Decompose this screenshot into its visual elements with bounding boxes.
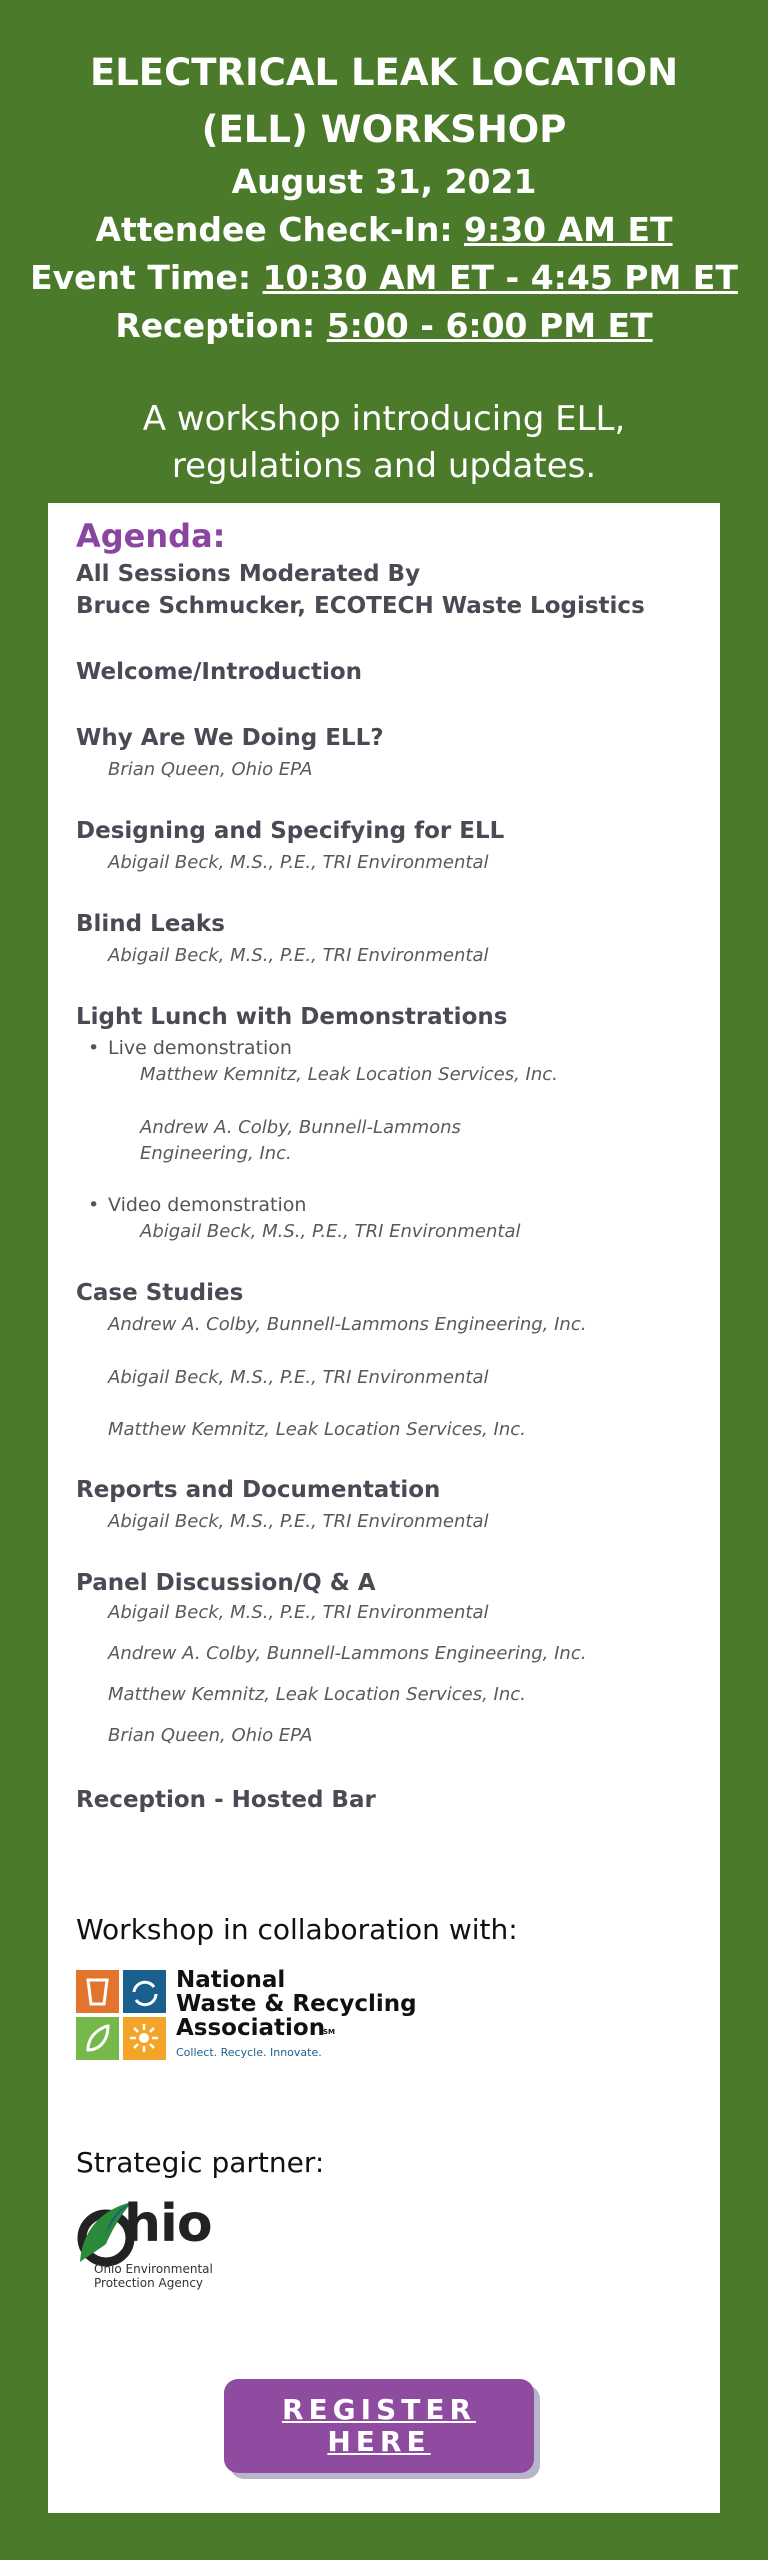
register-button[interactable] bbox=[224, 2379, 534, 2473]
speaker-name: Abigail Beck, M.S., P.E., TRI Environmental bbox=[108, 1602, 489, 1623]
speaker-name: Abigail Beck, M.S., P.E., TRI Environmental bbox=[108, 852, 489, 873]
register-button-line2: HERE bbox=[327, 2425, 431, 2458]
reception-label: Reception: bbox=[115, 306, 327, 345]
ohio-wordmark: hio bbox=[124, 2194, 212, 2254]
moderated-by-line1: All Sessions Moderated By bbox=[76, 561, 421, 587]
nwra-name-line1: National bbox=[176, 1967, 286, 1993]
speaker-name: Abigail Beck, M.S., P.E., TRI Environmental bbox=[108, 945, 489, 966]
nwra-tagline: Collect. Recycle. Innovate. bbox=[176, 2046, 322, 2059]
speaker-name: Abigail Beck, M.S., P.E., TRI Environmental bbox=[108, 1511, 489, 1532]
checkin-label: Attendee Check-In: bbox=[95, 210, 465, 249]
bullet-dot: • bbox=[88, 1194, 100, 1216]
event-time-label: Event Time: bbox=[30, 258, 263, 297]
collaboration-label: Workshop in collaboration with: bbox=[76, 1913, 518, 1946]
session-title-panel: Panel Discussion/Q & A bbox=[76, 1570, 376, 1596]
speaker-name: Andrew A. Colby, Bunnell-Lammons Engineering, Inc. bbox=[108, 1643, 587, 1664]
session-title-reception: Reception - Hosted Bar bbox=[76, 1787, 376, 1813]
event-date: August 31, 2021 bbox=[231, 162, 537, 201]
speaker-name: Matthew Kemnitz, Leak Location Services, Inc. bbox=[108, 1419, 526, 1440]
reception-time-link[interactable]: 5:00 - 6:00 PM ET bbox=[326, 306, 653, 345]
checkin-time-link[interactable]: 9:30 AM ET bbox=[464, 210, 673, 249]
speaker-name: Matthew Kemnitz, Leak Location Services, Inc. bbox=[140, 1064, 558, 1085]
session-title-designing: Designing and Specifying for ELL bbox=[76, 818, 505, 844]
bullet-live-demonstration: Live demonstration bbox=[108, 1037, 292, 1059]
ohio-epa-sub-line1: Ohio Environmental bbox=[94, 2262, 213, 2276]
session-title-case-studies: Case Studies bbox=[76, 1280, 244, 1306]
bullet-video-demonstration: Video demonstration bbox=[108, 1194, 307, 1216]
description-line1: A workshop introducing ELL, bbox=[142, 399, 626, 439]
speaker-name: Brian Queen, Ohio EPA bbox=[108, 759, 313, 780]
nwra-name-line2: Waste & Recycling bbox=[176, 1991, 417, 2017]
session-title-light-lunch: Light Lunch with Demonstrations bbox=[76, 1004, 508, 1030]
speaker-name: Andrew A. Colby, Bunnell-Lammons Engineering, Inc. bbox=[108, 1314, 587, 1335]
speaker-name: Matthew Kemnitz, Leak Location Services, Inc. bbox=[108, 1684, 526, 1705]
bullet-dot: • bbox=[88, 1037, 100, 1059]
speaker-name: Abigail Beck, M.S., P.E., TRI Environmental bbox=[140, 1221, 521, 1242]
partner-label: Strategic partner: bbox=[76, 2146, 325, 2179]
speaker-name: Brian Queen, Ohio EPA bbox=[108, 1725, 313, 1746]
description-line2: regulations and updates. bbox=[171, 446, 597, 486]
speaker-name: Engineering, Inc. bbox=[140, 1143, 292, 1164]
session-title-welcome: Welcome/Introduction bbox=[76, 659, 363, 685]
event-time-link[interactable]: 10:30 AM ET - 4:45 PM ET bbox=[262, 258, 738, 297]
reception-line bbox=[0, 304, 768, 348]
event-title-line2: (ELL) WORKSHOP bbox=[201, 108, 567, 151]
event-time-line bbox=[0, 256, 768, 300]
speaker-name: Andrew A. Colby, Bunnell-Lammons bbox=[140, 1117, 461, 1138]
speaker-name: Abigail Beck, M.S., P.E., TRI Environmental bbox=[108, 1367, 489, 1388]
session-title-reports: Reports and Documentation bbox=[76, 1477, 441, 1503]
agenda-card bbox=[48, 503, 720, 2513]
ohio-epa-logo bbox=[76, 2194, 236, 2296]
moderated-by-line2: Bruce Schmucker, ECOTECH Waste Logistics bbox=[76, 593, 645, 619]
register-button-line1: REGISTER bbox=[281, 2393, 477, 2426]
ohio-epa-sub-line2: Protection Agency bbox=[94, 2276, 204, 2290]
agenda-title: Agenda: bbox=[76, 517, 226, 555]
checkin-line bbox=[0, 208, 768, 252]
nwra-name-line3: Association bbox=[176, 2015, 326, 2041]
nwra-logo bbox=[76, 1967, 417, 2066]
session-title-why-ell: Why Are We Doing ELL? bbox=[76, 725, 384, 751]
nwra-logo-icon bbox=[76, 1970, 168, 2062]
session-title-blind-leaks: Blind Leaks bbox=[76, 911, 225, 937]
event-title-line1: ELECTRICAL LEAK LOCATION bbox=[89, 51, 679, 94]
nwra-sm-mark: SM bbox=[323, 2028, 336, 2036]
